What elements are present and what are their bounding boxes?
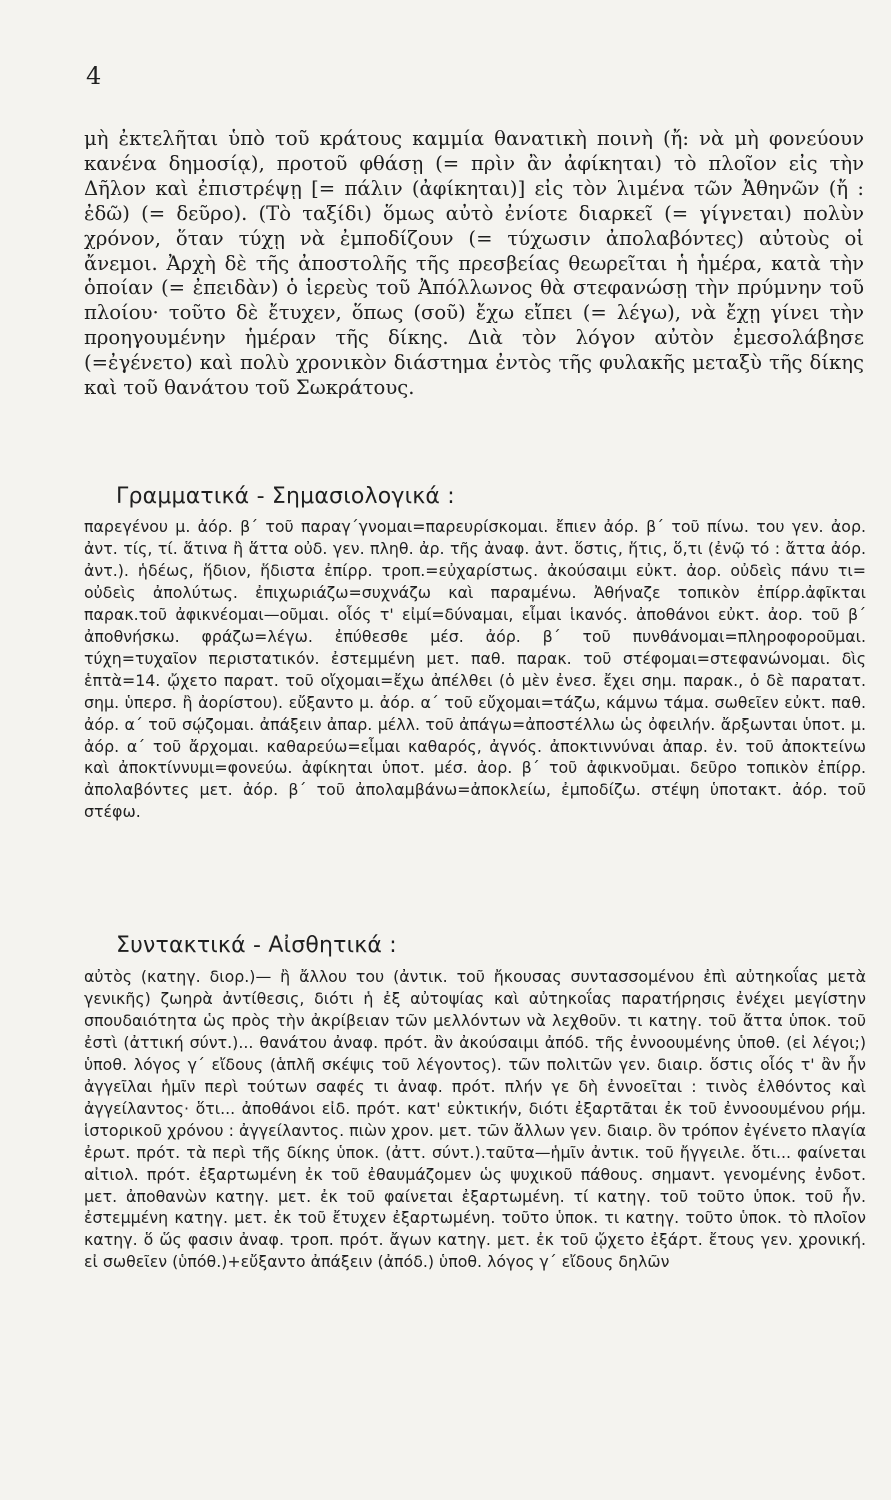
grammar-notes-text: παρεγένου μ. ἀόρ. β΄ τοῦ παραγ΄γνομαι=παρευρίσκομαι. ἔπιεν ἀόρ. β΄ τοῦ πίνω. του γεν. ἀορ. ἀντ. τίς, τί. ἅτινα ἢ ἅττα οὐδ. γεν. πληθ. ἀρ. τῆς ἀναφ. ἀντ. ὅστις, ἥτις, ὅ,τι (ἐνῷ τό : ἄττα ἀόρ. ἀντ.). ἡδέως, ἥδιον, ἥδιστα ἐπίρρ. τροπ.=εὐχαρίστως. ἀκούσαιμι εὐκτ. ἀορ. οὐδεὶς πάνυ τι= οὐδεὶς ἀπολύτως. ἐπιχωριάζω=συχνάζω καὶ παραμένω. Ἀθήναζε τοπικὸν ἐπίρρ.ἀφῖκται παρακ.τοῦ ἀφικνέομαι—οῦμαι. οἷός τ' εἰμί=δύναμαι, εἶμαι ἱκανός. ἀποθάνοι εὐκτ. ἀορ. τοῦ β΄ ἀποθνήσκω. φράζω=λέγω. ἐπύθεσθε μέσ. ἀόρ. β΄ τοῦ πυνθάνομαι=πληροφοροῦμαι. τύχη=τυχαῖον περιστατικόν. ἐστεμμένη μετ. παθ. παρακ. τοῦ στέφομαι=στεφανώνομαι. δὶς ἑπτὰ=14. ᾤχετο παρατ. τοῦ οἴχομαι=ἔχω ἀπέλθει (ὁ μὲν ἐνεσ. ἔχει σημ. παρακ., ὁ δὲ παρατατ. σημ. ὑπερσ. ἢ ἀορίστου). εὔξαντο μ. ἀόρ. α΄ τοῦ εὔχομαι=τάζω, κάμνω τάμα. σωθεῖεν εὐκτ. παθ. ἀόρ. α΄ τοῦ σῴζομαι. ἀπάξειν ἀπαρ. μέλλ. τοῦ ἀπάγω=ἀποστέλλω ὡς ὀφειλήν. ἄρξωνται ὑποτ. μ. ἀόρ. α΄ τοῦ ἄρχομαι. καθαρεύω=εἶμαι καθαρός, ἀγνός. ἀποκτιννύναι ἀπαρ. ἐν. τοῦ ἀποκτείνω καὶ ἀποκτίννυμι=φονεύω. ἀφίκηται ὑποτ. μέσ. ἀορ. β΄ τοῦ ἀφικνοῦμαι. δεῦρο τοπικὸν ἐπίρρ. ἀπολαβόντες μετ. ἀόρ. β΄ τοῦ ἀπολαμβάνω=ἀποκλείω, ἐμποδίζω. στέψη ὑποτακτ. ἀόρ. τοῦ στέφω.	[84, 517, 866, 822]
section-heading-syntax: Συντακτικά - Αἰσθητικά :	[116, 933, 397, 958]
grammar-notes	[84, 516, 866, 823]
main-paragraph	[84, 127, 864, 401]
page-number: 4	[86, 62, 102, 90]
paragraph-text: μὴ ἐκτελῆται ὑπὸ τοῦ κράτους καμμία θανατικὴ ποινὴ (ἤ: νὰ μὴ φονεύουν κανένα δημοσίᾳ), προτοῦ φθάσῃ (= πρὶν ἂν ἀφίκηται) τὸ πλοῖον εἰς τὴν Δῆλον καὶ ἐπιστρέψῃ [= πάλιν (ἀφίκηται)] εἰς τὸν λιμένα τῶν Ἀθηνῶν (ἤ : ἐδῶ) (= δεῦρο). (Τὸ ταξίδι) ὅμως αὐτὸ ἐνίοτε διαρκεῖ (= γίγνεται) πολὺν χρόνον, ὅταν τύχῃ νὰ ἐμποδίζουν (= τύχωσιν ἀπολαβόντες) αὐτοὺς οἱ ἄνεμοι. Ἀρχὴ δὲ τῆς ἀποστολῆς τῆς πρεσβείας θεωρεῖται ἡ ἡμέρα, κατὰ τὴν ὁποίαν (= ἐπειδὰν) ὁ ἱερεὺς τοῦ Ἀπόλλωνος θὰ στεφανώσῃ τὴν πρύμνην τοῦ πλοίου· τοῦτο δὲ ἔτυχεν, ὅπως (σοῦ) ἔχω εἴπει (= λέγω), νὰ ἔχῃ γίνει τὴν προηγουμένην ἡμέραν τῆς δίκης. Διὰ τὸν λόγον αὐτὸν ἐμεσολάβησε (=ἐγένετο) καὶ πολὺ χρονικὸν διάστημα ἐντὸς τῆς φυλακῆς μεταξὺ τῆς δίκης καὶ τοῦ θανάτου τοῦ Σωκράτους.	[84, 127, 864, 400]
syntax-notes-text: αὐτὸς (κατηγ. διορ.)— ἢ ἄλλου του (ἀντικ. τοῦ ἤκουσας συντασσομένου ἐπὶ αὐτηκοΐας μετὰ γενικῆς) ζωηρὰ ἀντίθεσις, διότι ἡ ἐξ αὐτοψίας καὶ αὐτηκοΐας παρατήρησις ἐνέχει μεγίστην σπουδαιότητα ὡς πρὸς τὴν ἀκρίβειαν τῶν μελλόντων νὰ λεχθοῦν. τι κατηγ. τοῦ ἄττα ὑποκ. τοῦ ἐστὶ (ἀττική σύντ.)... θανάτου ἀναφ. πρότ. ἂν ἀκούσαιμι ἀπόδ. τῆς ἐννοουμένης ὑποθ. (εἰ λέγοι;) ὑποθ. λόγος γ΄ εἴδους (ἁπλῆ σκέψις τοῦ λέγοντος). τῶν πολιτῶν γεν. διαιρ. ὅστις οἷός τ' ἂν ἦν ἀγγεῖλαι ἡμῖν περὶ τούτων σαφές τι ἀναφ. πρότ. πλήν γε δὴ ἐννοεῖται : τινὸς ἐλθόντος καὶ ἀγγείλαντος· ὅτι... ἀποθάνοι εἰδ. πρότ. κατ' εὐκτικήν, διότι ἐξαρτᾶται ἐκ τοῦ ἐννοουμένου ρήμ. ἱστορικοῦ χρόνου : ἀγγείλαντος. πιὼν χρον. μετ. τῶν ἄλλων γεν. διαιρ. ὃν τρόπον ἐγένετο πλαγία ἐρωτ. πρότ. τὰ περὶ τῆς δίκης ὑποκ. (ἀττ. σύντ.).ταῦτα—ἡμῖν ἀντικ. τοῦ ἤγγειλε. ὅτι... φαίνεται αἰτιολ. πρότ. ἐξαρτωμένη ἐκ τοῦ ἐθαυμάζομεν ὡς ψυχικοῦ πάθους. σημαντ. γενομένης ἐνδοτ. μετ. ἀποθανὼν κατηγ. μετ. ἐκ τοῦ φαίνεται ἐξαρτωμένη. τί κατηγ. τοῦ τοῦτο ὑποκ. τοῦ ἦν. ἐστεμμένη κατηγ. μετ. ἐκ τοῦ ἔτυχεν ἐξαρτωμένη. τοῦτο ὑποκ. τι κατηγ. τοῦτο ὑποκ. τὸ πλοῖον κατηγ. ὅ ὥς φασιν ἀναφ. τροπ. πρότ. ἄγων κατηγ. μετ. ἐκ τοῦ ᾤχετο ἐξάρτ. ἔτους γεν. χρονική. εἰ σωθεῖεν (ὑπόθ.)+εὔξαντο ἀπάξειν (ἀπόδ.) ὑποθ. λόγος γ΄ εἴδους δηλῶν	[84, 967, 866, 1272]
section-heading-grammar: Γραμματικά - Σημασιολογικά :	[116, 484, 455, 509]
syntax-notes	[84, 966, 866, 1273]
